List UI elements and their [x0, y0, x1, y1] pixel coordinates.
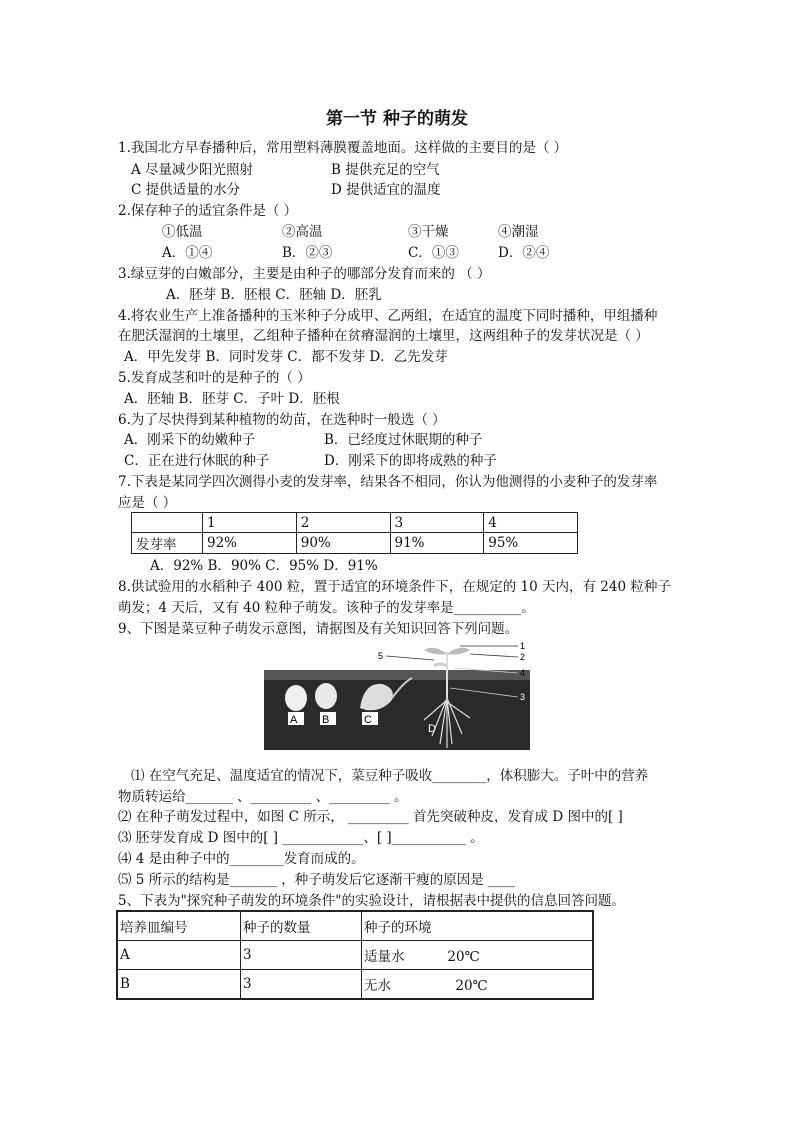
- q2-option-c: C．①③: [408, 245, 459, 261]
- table-cell: 91%: [390, 533, 484, 554]
- label-b: B: [322, 714, 330, 726]
- q2-option-d: D．②④: [498, 245, 550, 261]
- q1-option-c: C 提供适量的水分: [131, 182, 241, 198]
- q9-sub1-line2: 物质转运给_______ 、_________ 、_________ 。: [118, 789, 408, 805]
- q10-stem: 5、下表为"探究种子萌发的环境条件"的实验设计，请根据表中提供的信息回答问题。: [118, 893, 626, 909]
- q8-stem-2: 萌发；4 天后，又有 40 粒种子萌发。该种子的发芽率是__________。: [118, 600, 535, 616]
- table-cell: 发芽率: [132, 533, 203, 554]
- label-3: 3: [520, 692, 526, 702]
- table-row: [132, 533, 578, 554]
- q7-stem-2: 应是（ ）: [118, 495, 177, 511]
- table-cell: 2: [296, 513, 390, 533]
- q2-item-3: ③干燥: [408, 224, 449, 240]
- q9-sub3: ⑶ 胚芽发育成 D 图中的[ ] ____________、[ ]___________ 。: [118, 830, 484, 846]
- q6-option-c: C．正在进行休眠的种子: [124, 453, 270, 469]
- table-header: 种子的环境: [362, 911, 594, 941]
- table-cell: 无水 20℃: [362, 970, 594, 1000]
- q1-option-a: A 尽量减少阳光照射: [131, 162, 254, 178]
- page-title: 第一节 种子的萌发: [326, 109, 468, 129]
- q3-options: A．胚芽 B．胚根 C．胚轴 D．胚乳: [166, 287, 382, 303]
- q9-sub4: ⑷ 4 是由种子中的________发育而成的。: [118, 851, 365, 867]
- bean-germination-figure: [264, 640, 530, 750]
- table-row: [132, 513, 578, 533]
- label-2: 2: [520, 652, 526, 662]
- table-cell: 92%: [203, 533, 297, 554]
- q8-stem-1: 8.供试验用的水稻种子 400 粒，置于适宜的环境条件下，在规定的 10 天内，有 240 粒种子: [118, 579, 671, 595]
- table-header: 培养皿编号: [117, 911, 241, 941]
- q7-table: [131, 512, 578, 554]
- q9-sub5: ⑸ 5 所示的结构是_______ ，种子萌发后它逐渐干瘦的原因是 ____: [118, 872, 516, 888]
- q6-option-a: A．刚采下的幼嫩种子: [124, 432, 256, 448]
- table-cell: 适量水 20℃: [362, 941, 594, 970]
- q6-option-b: B．已经度过休眠期的种子: [324, 432, 483, 448]
- table-row: [117, 941, 593, 970]
- q2-item-4: ④潮湿: [498, 224, 539, 240]
- seed-a: [285, 685, 307, 711]
- label-c: C: [364, 714, 372, 726]
- table-cell: 95%: [484, 533, 578, 554]
- q2-option-a: A．①④: [162, 245, 213, 261]
- table-cell: 90%: [296, 533, 390, 554]
- q5-options: A．胚轴 B．胚芽 C．子叶 D．胚根: [124, 391, 340, 407]
- table-cell: 3: [390, 513, 484, 533]
- table-row: [117, 970, 593, 1000]
- q2-option-b: B．②③: [282, 245, 333, 261]
- q4-stem-2: 在肥沃湿润的土壤里，乙组种子播种在贫瘠湿润的土壤里，这两组种子的发芽状况是（ ）: [118, 328, 649, 344]
- q1-option-d: D 提供适宜的温度: [331, 182, 441, 198]
- q7-stem-1: 7.下表是某同学四次测得小麦的发芽率，结果各不相同，你认为他测得的小麦种子的发芽率: [118, 474, 658, 490]
- seed-b: [315, 683, 337, 709]
- table-cell: [132, 513, 203, 533]
- table-cell: 3: [241, 941, 362, 970]
- q4-stem-1: 4.将农业生产上准备播种的玉米种子分成甲、乙两组，在适宜的温度下同时播种，甲组播种: [118, 308, 658, 324]
- label-d: D: [428, 723, 436, 735]
- label-1: 1: [520, 641, 526, 651]
- q2-stem: 2.保存种子的适宜条件是（ ）: [118, 203, 298, 219]
- experiment-table: [116, 910, 594, 1000]
- q7-options: A．92% B．90% C．95% D．91%: [150, 558, 378, 574]
- table-cell: 4: [484, 513, 578, 533]
- q2-item-2: ②高温: [282, 224, 323, 240]
- q1-stem: 1.我国北方早春播种后，常用塑料薄膜覆盖地面。这样做的主要目的是（ ）: [118, 140, 568, 156]
- q5-stem: 5.发育成茎和叶的是种子的（ ）: [118, 370, 311, 386]
- q6-stem: 6.为了尽快得到某种植物的幼苗，在选种时一般选（ ）: [118, 412, 446, 428]
- q3-stem: 3.绿豆芽的白嫩部分，主要是由种子的哪部分发育而来的 （ ）: [118, 266, 491, 282]
- q9-sub2: ⑵ 在种子萌发过程中，如图 C 所示， _________ 首先突破种皮，发育成 D 图中的[ ]: [118, 809, 623, 825]
- table-cell: B: [117, 970, 241, 1000]
- table-cell: A: [117, 941, 241, 970]
- table-cell: 1: [203, 513, 297, 533]
- label-a: A: [290, 714, 298, 726]
- q2-item-1: ①低温: [162, 224, 203, 240]
- table-cell: 3: [241, 970, 362, 1000]
- q9-stem: 9、下图是菜豆种子萌发示意图，请据图及有关知识回答下列问题。: [118, 621, 519, 637]
- label-4: 4: [520, 668, 526, 678]
- q1-option-b: B 提供充足的空气: [331, 162, 440, 178]
- table-row: [117, 911, 593, 941]
- q6-option-d: D．刚采下的即将成熟的种子: [324, 453, 497, 469]
- table-header: 种子的数量: [241, 911, 362, 941]
- label-5: 5: [378, 651, 384, 661]
- q4-options: A．甲先发芽 B．同时发芽 C．都不发芽 D．乙先发芽: [124, 349, 448, 365]
- q9-sub1-line1: ⑴ 在空气充足、温度适宜的情况下，菜豆种子吸收________，体积膨大。子叶中的营养: [131, 768, 649, 784]
